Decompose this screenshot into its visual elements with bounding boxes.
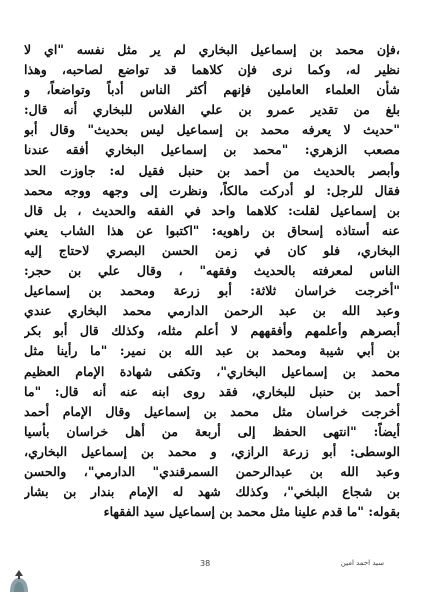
text-line: نظير له، وكما نرى فإن كلاهما قد تواضع لصاحبه، وهذا: [24, 62, 400, 78]
text-line: بقوله: "ما قدم علينا مثل محمد بن إسماعيل سيد الفقهاء: [103, 504, 400, 520]
text-line: محمد بن إسماعيل البخاري"، وتكفى شهادة الإمام العظيم: [24, 363, 400, 379]
text-line: الوسطى: أبو زرعة الرازي، و محمد بن إسماعيل البخاري،: [24, 443, 400, 459]
page-footer: [0, 557, 424, 575]
text-line: بن إسماعيل لقلت: كلاهما واحد في الفقه والحديث ، بل قال: [24, 202, 400, 218]
text-line: الناس لمعرفته بالحديث وفقهه" ، وقال علي بن حجر:: [24, 263, 400, 279]
text-line: بن أبي شيبة ومحمد بن عبد الله بن نمير: "ما رأينا مثل: [24, 343, 400, 359]
text-line: وأبصر بالحديث من أحمد بن حنبل فقيل له: جاوزت الحد: [24, 162, 400, 178]
text-line: بلغ من تقدير عمرو بن علي الفلاس للبخاري أنه قال:: [24, 102, 400, 118]
body-text: [24, 40, 400, 522]
footer-author: سيد احمد امين: [340, 559, 384, 567]
text-line: فقال للرجل: لو أدركت مالكاً، ونظرت إلى وجهه ووجه محمد: [24, 182, 400, 198]
text-line: شأن العلماء العاملين فإنهم أكثر الناس أدباً وتواضعاً، و: [24, 82, 400, 98]
text-line: بن شجاع البلخي"، وكذلك شهد له الإمام بندار بن بشار: [24, 484, 400, 500]
library-emblem-icon: [6, 568, 32, 594]
text-line: مصعب الزهري: "محمد بن إسماعيل البخاري أفقه عندنا: [24, 142, 400, 158]
text-line: أحمد بن حنبل للبخاري، فقد روى ابنه عنه أنه قال: "ما: [24, 383, 400, 399]
text-line: أيضاً: "انتهى الحفظ إلى أربعة من أهل خراسان بأسيا: [24, 423, 400, 439]
page-number: 38: [200, 559, 211, 568]
text-line: "أخرجت خراسان ثلاثة: أبو زرعة ومحمد بن إسماعيل: [24, 283, 400, 299]
text-line: "حديث لا يعرفه محمد بن إسماعيل ليس بحديث" وقال أبو: [24, 122, 400, 138]
text-line: أخرجت خراسان مثل محمد بن إسماعيل وقال الإمام أحمد: [24, 403, 400, 419]
text-line: ،فإن محمد بن إسماعيل البخاري لم ير مثل نفسه "اي لا: [24, 42, 400, 57]
text-line: البخاري، فلو كان في زمن الحسن البصري لاحتاج إليه: [24, 242, 400, 258]
text-line: أبصرهم وأعلمهم وأفقههم لا أعلم مثله، وكذلك قال أبو بكر: [24, 323, 400, 339]
text-line: وعبد الله بن عبد الرحمن الدارمي محمد البخاري عندي: [24, 303, 400, 319]
text-line: وعبد الله بن عبدالرحمن السمرقندي" الدارمي"، والحسن: [24, 463, 400, 479]
text-line: عنه أستاذه إسحاق بن راهويه: "اكتبوا عن هذا الشاب يعني: [24, 222, 400, 238]
